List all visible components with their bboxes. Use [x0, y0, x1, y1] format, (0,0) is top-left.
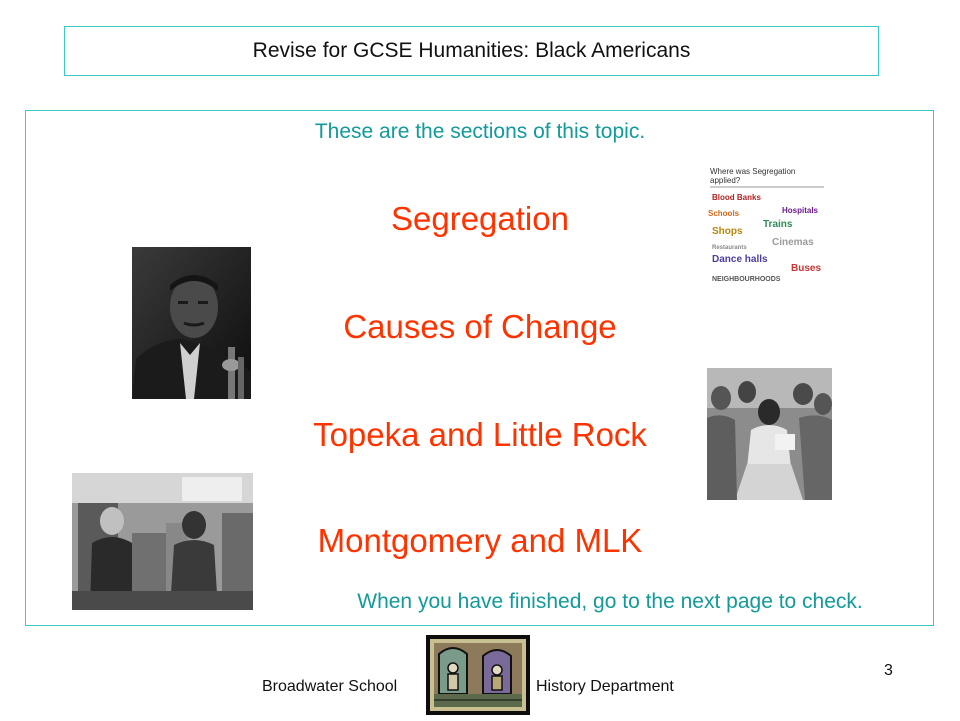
- section-link-topeka-little-rock[interactable]: Topeka and Little Rock: [313, 416, 647, 453]
- title-box: [64, 26, 879, 76]
- mlk-photo: [132, 247, 251, 399]
- little-rock-photo: [707, 368, 832, 500]
- section-link-montgomery-mlk[interactable]: Montgomery and MLK: [317, 522, 643, 559]
- outro-text: When you have finished, go to the next page to check.: [357, 590, 863, 613]
- wordcloud-heading: Where was Segregation: [710, 167, 796, 176]
- wordcloud-word: Cinemas: [772, 237, 814, 248]
- wordcloud-word: Restaurants: [712, 245, 747, 251]
- intro-text: These are the sections of this topic.: [314, 120, 646, 143]
- bus-photo: [72, 473, 253, 610]
- wordcloud-word: Buses: [791, 263, 822, 274]
- wordcloud-word: NEIGHBOURHOODS: [712, 276, 781, 283]
- wordcloud-word: Hospitals: [782, 206, 819, 215]
- svg-text:applied?: applied?: [710, 176, 741, 185]
- segregation-wordcloud-image: [706, 163, 828, 285]
- section-link-segregation[interactable]: Segregation: [391, 200, 569, 237]
- school-clipart-image: [425, 634, 531, 716]
- footer-school: Broadwater School: [262, 678, 398, 695]
- wordcloud-word: Schools: [708, 209, 740, 218]
- wordcloud-word: Dance halls: [712, 254, 768, 265]
- footer-department: History Department: [536, 678, 674, 695]
- wordcloud-word: Trains: [763, 219, 793, 230]
- wordcloud-word: Blood Banks: [712, 193, 761, 202]
- wordcloud-word: Shops: [712, 226, 743, 237]
- page-number: 3: [884, 662, 893, 679]
- page-title: Revise for GCSE Humanities: Black Americans: [252, 39, 691, 62]
- section-link-causes-of-change[interactable]: Causes of Change: [343, 308, 617, 345]
